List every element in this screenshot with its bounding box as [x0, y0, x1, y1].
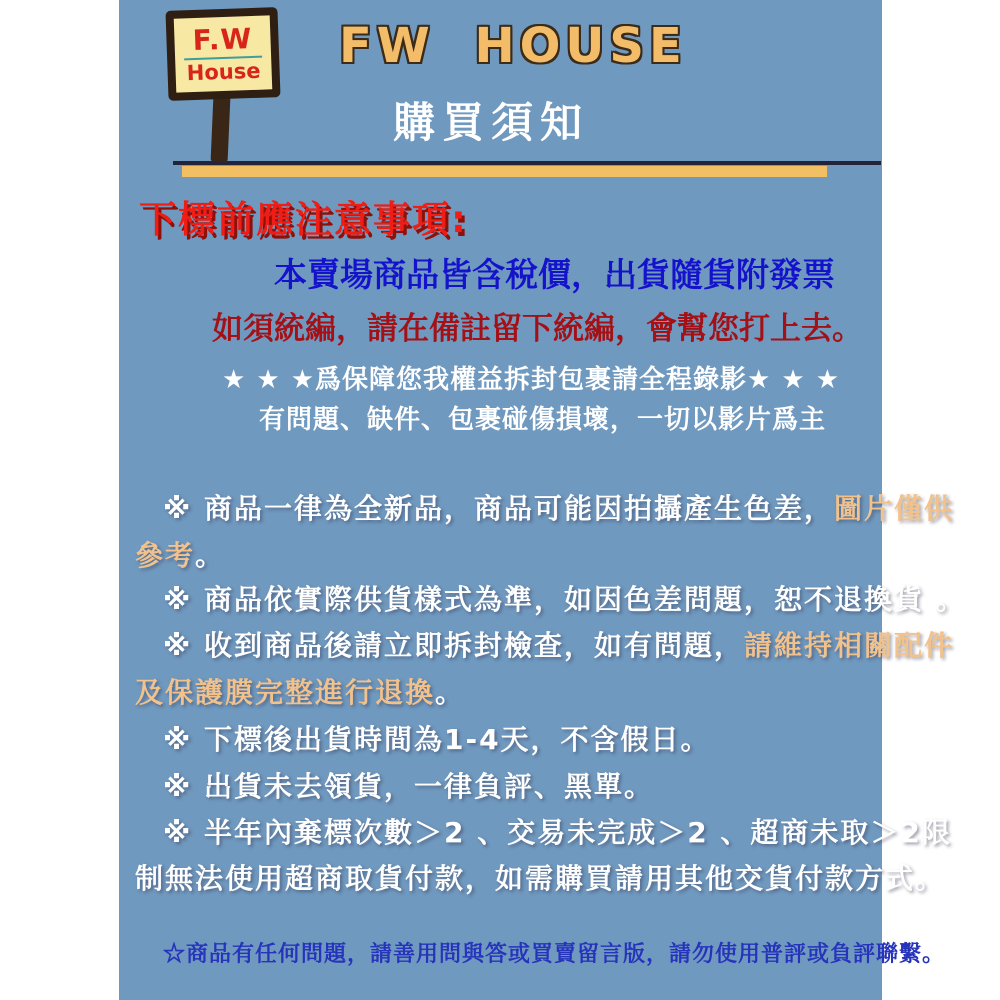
notice-text: ※ 收到商品後請立即拆封檢查，如有問題，	[163, 629, 744, 662]
notice-text: 。	[195, 539, 226, 572]
tax-included-line: 本賣場商品皆含稅價，出貨隨貨附發票	[274, 258, 835, 294]
video-proof-line: 有問題、缺件、包裹碰傷損壞，一切以影片爲主	[259, 405, 827, 435]
separator-gold-bar	[182, 166, 827, 177]
notice-highlight: 參考	[135, 539, 196, 572]
sign-brand-initials: F.W	[192, 21, 253, 57]
notice-text: ※ 商品依實際供貨樣式為準，如因色差問題，恕不退換貨 。	[163, 583, 966, 616]
notice-text: ※ 半年內棄標次數＞2 、交易未完成＞2 、超商未取＞2限	[163, 816, 952, 849]
sign-board	[165, 7, 280, 101]
invoice-number-line: 如須統編，請在備註留下統編，會幫您打上去。	[212, 311, 863, 346]
store-sign-logo	[163, 6, 293, 166]
notice-text: ※ 出貨未去領貨，一律負評、黑單。	[163, 770, 654, 803]
page-title-purchase-notice: 購買須知	[393, 98, 590, 147]
sign-post	[211, 96, 231, 163]
notice-inspect-line2	[135, 671, 465, 711]
notice-text: 制無法使用超商取貨付款，如需購買請用其他交貨付款方式。	[135, 862, 946, 895]
notice-panel	[119, 0, 966, 1000]
notice-unclaimed-blacklist	[163, 765, 654, 805]
notice-text: ※ 商品一律為全新品，商品可能因拍攝產生色差，	[163, 492, 834, 525]
notice-highlight: 圖片僅供	[833, 492, 954, 525]
pre-bid-heading: 下標前應注意事項:	[139, 198, 468, 241]
notice-inspect-line1	[163, 624, 954, 664]
notice-highlight: 及保護膜完整進行退換	[135, 676, 436, 709]
notice-restriction-line2	[135, 857, 945, 897]
footer-contact-note: ☆商品有任何問題，請善用問與答或買賣留言版，請勿使用普評或負評聯繫。	[163, 941, 946, 966]
record-unboxing-line: ★ ★ ★爲保障您我權益拆封包裹請全程錄影★ ★ ★	[222, 365, 841, 395]
notice-new-item-line2	[135, 534, 225, 574]
notice-new-item-line1	[163, 487, 954, 527]
brand-title: FW HOUSE	[339, 18, 687, 74]
notice-highlight: 請維持相關配件	[743, 629, 954, 662]
notice-text: ※ 下標後出貨時間為1-4天，不含假日。	[163, 723, 711, 756]
sign-brand-word: House	[186, 58, 261, 85]
notice-restriction-line1	[163, 811, 952, 851]
notice-text: 。	[435, 676, 466, 709]
notice-shipping-time	[163, 718, 711, 758]
notice-no-return-color-diff	[163, 578, 966, 618]
separator-shadow-line	[173, 161, 881, 165]
